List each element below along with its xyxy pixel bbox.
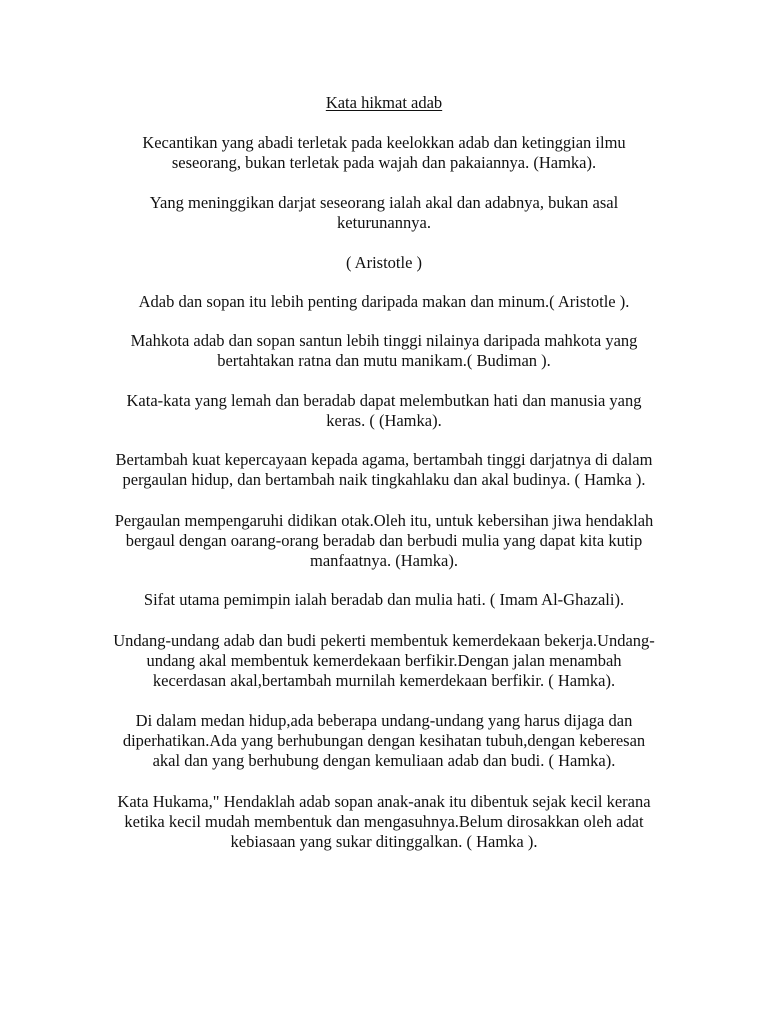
quote-attribution-aristotle: ( Aristotle ): [345, 253, 423, 272]
quote-paragraph-9: Undang-undang adab dan budi pekerti membentuk kemerdekaan bekerja.Undang- undang akal membentuk kemerdekaan berfikir.Dengan jalan menambah kecerdasan akal,bertambah murnilah kemerdekaan berfikir. ( Hamka).: [113, 631, 655, 690]
document-title: Kata hikmat adab: [325, 93, 443, 112]
quote-paragraph-7: Pergaulan mempengaruhi didikan otak.Oleh itu, untuk kebersihan jiwa hendaklah bergaul dengan oarang-orang beradab dan berbudi mulia yang dapat kita kutip manfaatnya. (Hamka).: [114, 511, 654, 570]
quote-paragraph-2: Yang meninggikan darjat seseorang ialah akal dan adabnya, bukan asal keturunannya.: [149, 193, 619, 232]
quote-paragraph-11: Kata Hukama," Hendaklah adab sopan anak-anak itu dibentuk sejak kecil kerana ketika kecil mudah membentuk dan mengasuhnya.Belum dirosakkan oleh adat kebiasaan yang sukar ditinggalkan. ( Hamka ).: [117, 792, 651, 851]
quote-paragraph-3: Adab dan sopan itu lebih penting daripada makan dan minum.( Aristotle ).: [138, 292, 630, 311]
quote-paragraph-8: Sifat utama pemimpin ialah beradab dan mulia hati. ( Imam Al-Ghazali).: [143, 590, 625, 609]
quote-paragraph-5: Kata-kata yang lemah dan beradab dapat melembutkan hati dan manusia yang keras. ( (Hamka).: [126, 391, 642, 430]
quote-paragraph-1: Kecantikan yang abadi terletak pada keelokkan adab dan ketinggian ilmu seseorang, bukan terletak pada wajah dan pakaiannya. (Hamka).: [142, 133, 626, 172]
quote-paragraph-10: Di dalam medan hidup,ada beberapa undang-undang yang harus dijaga dan diperhatikan.Ada yang berhubungan dengan kesihatan tubuh,dengan keberesan akal dan yang berhubung dengan kemuliaan adab dan budi. ( Hamka).: [122, 711, 646, 770]
quote-paragraph-4: Mahkota adab dan sopan santun lebih tinggi nilainya daripada mahkota yang bertahtakan ratna dan mutu manikam.( Budiman ).: [130, 331, 638, 370]
quote-paragraph-6: Bertambah kuat kepercayaan kepada agama, bertambah tinggi darjatnya di dalam pergaulan hidup, dan bertambah naik tingkahlaku dan akal budinya. ( Hamka ).: [115, 450, 653, 489]
